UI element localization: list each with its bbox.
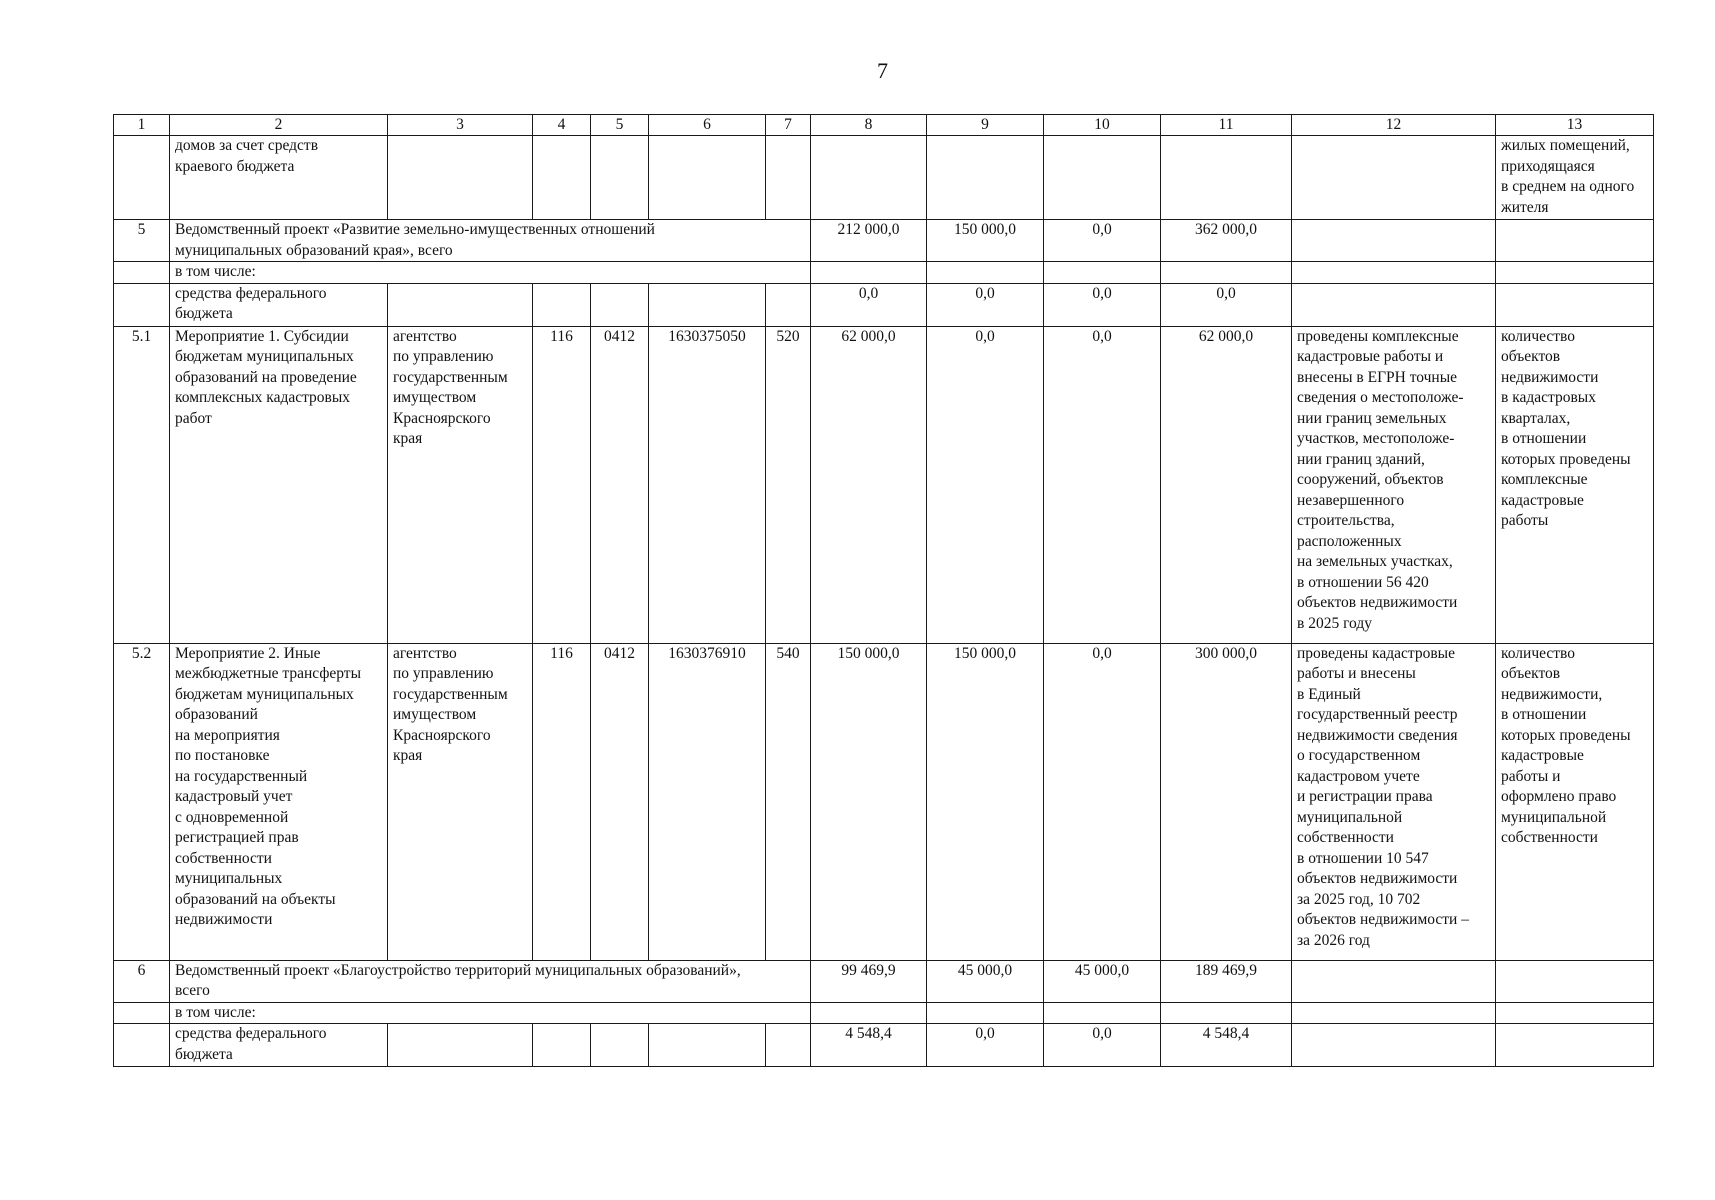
table-row (114, 1024, 1654, 1067)
table-row (114, 262, 1654, 284)
page-number: 7 (877, 58, 888, 83)
responsible-agency: агентство по управлению государственным имуществом Красноярского края (388, 326, 533, 643)
amount-cell: 4 548,4 (1161, 1024, 1292, 1067)
indicator-cell: жилых помещений, приходящаяся в среднем на одного жителя (1496, 136, 1654, 220)
row-description: домов за счет средств краевого бюджета (170, 136, 388, 220)
activity-title: Мероприятие 1. Субсидии бюджетам муниципальных образований на проведение комплексных кадастровых работ (170, 326, 388, 643)
project-title: Ведомственный проект «Развитие земельно-имущественных отношений муниципальных образований края», всего (170, 220, 811, 262)
amount-cell: 0,0 (811, 283, 927, 326)
header-cell: 13 (1496, 115, 1654, 136)
header-cell: 3 (388, 115, 533, 136)
amount-cell: 0,0 (1044, 643, 1161, 960)
amount-cell: 62 000,0 (1161, 326, 1292, 643)
header-cell: 2 (170, 115, 388, 136)
code-cell: 0412 (591, 326, 649, 643)
row-number: 5.2 (114, 643, 170, 960)
header-cell: 11 (1161, 115, 1292, 136)
code-cell: 520 (766, 326, 811, 643)
amount-cell: 0,0 (1044, 1024, 1161, 1067)
amount-cell: 0,0 (1161, 283, 1292, 326)
amount-cell: 0,0 (1044, 220, 1161, 262)
amount-cell: 0,0 (927, 1024, 1044, 1067)
code-cell: 116 (533, 643, 591, 960)
table-row (114, 1002, 1654, 1024)
table-row (114, 283, 1654, 326)
responsible-agency: агентство по управлению государственным имуществом Красноярского края (388, 643, 533, 960)
indicator-cell: количество объектов недвижимости, в отношении которых проведены кадастровые работы и оформлено право муниципальной собственности (1496, 643, 1654, 960)
amount-cell: 300 000,0 (1161, 643, 1292, 960)
header-cell: 6 (649, 115, 766, 136)
budget-table (113, 114, 1654, 1067)
amount-cell: 4 548,4 (811, 1024, 927, 1067)
amount-cell: 0,0 (927, 283, 1044, 326)
amount-cell: 362 000,0 (1161, 220, 1292, 262)
header-cell: 8 (811, 115, 927, 136)
amount-cell: 45 000,0 (1044, 960, 1161, 1002)
amount-cell: 0,0 (1044, 283, 1161, 326)
header-cell: 1 (114, 115, 170, 136)
amount-cell: 189 469,9 (1161, 960, 1292, 1002)
amount-cell: 212 000,0 (811, 220, 927, 262)
amount-cell: 150 000,0 (927, 643, 1044, 960)
code-cell: 1630375050 (649, 326, 766, 643)
row-number: 5.1 (114, 326, 170, 643)
amount-cell: 150 000,0 (927, 220, 1044, 262)
row-description: в том числе: (170, 262, 811, 284)
table-row (114, 326, 1654, 643)
row-description: средства федерального бюджета (170, 1024, 388, 1067)
amount-cell: 0,0 (1044, 326, 1161, 643)
project-title: Ведомственный проект «Благоустройство территорий муниципальных образований», всего (170, 960, 811, 1002)
amount-cell: 150 000,0 (811, 643, 927, 960)
code-cell: 1630376910 (649, 643, 766, 960)
amount-cell: 0,0 (927, 326, 1044, 643)
activity-title: Мероприятие 2. Иные межбюджетные трансферты бюджетам муниципальных образований на мероприятия по постановке на государственный кадастровый учет с одновременной регистрацией прав собственности муниципальных образований на объекты недвижимости (170, 643, 388, 960)
code-cell: 540 (766, 643, 811, 960)
header-row (114, 115, 1654, 136)
row-description: средства федерального бюджета (170, 283, 388, 326)
amount-cell: 62 000,0 (811, 326, 927, 643)
row-number: 6 (114, 960, 170, 1002)
header-cell: 12 (1292, 115, 1496, 136)
table-row (114, 960, 1654, 1002)
table-row (114, 220, 1654, 262)
header-cell: 4 (533, 115, 591, 136)
result-cell: проведены кадастровые работы и внесены в Единый государственный реестр недвижимости сведения о государственном кадастровом учете и регистрации права муниципальной собственности в отношении 10 547 объектов недвижимости за 2025 год, 10 702 объектов недвижимости – за 2026 год (1292, 643, 1496, 960)
header-cell: 9 (927, 115, 1044, 136)
result-cell: проведены комплексные кадастровые работы и внесены в ЕГРН точные сведения о местоположе- нии границ земельных участков, местоположе- нии границ зданий, сооружений, объектов незавершенного строительства, расположенных на земельных участках, в отношении 56 420 объектов недвижимости в 2025 году (1292, 326, 1496, 643)
row-description: в том числе: (170, 1002, 811, 1024)
header-cell: 7 (766, 115, 811, 136)
header-cell: 5 (591, 115, 649, 136)
amount-cell: 99 469,9 (811, 960, 927, 1002)
table-row (114, 136, 1654, 220)
amount-cell: 45 000,0 (927, 960, 1044, 1002)
indicator-cell: количество объектов недвижимости в кадастровых кварталах, в отношении которых проведены комплексные кадастровые работы (1496, 326, 1654, 643)
table-row (114, 643, 1654, 960)
header-cell: 10 (1044, 115, 1161, 136)
code-cell: 0412 (591, 643, 649, 960)
row-number: 5 (114, 220, 170, 262)
code-cell: 116 (533, 326, 591, 643)
